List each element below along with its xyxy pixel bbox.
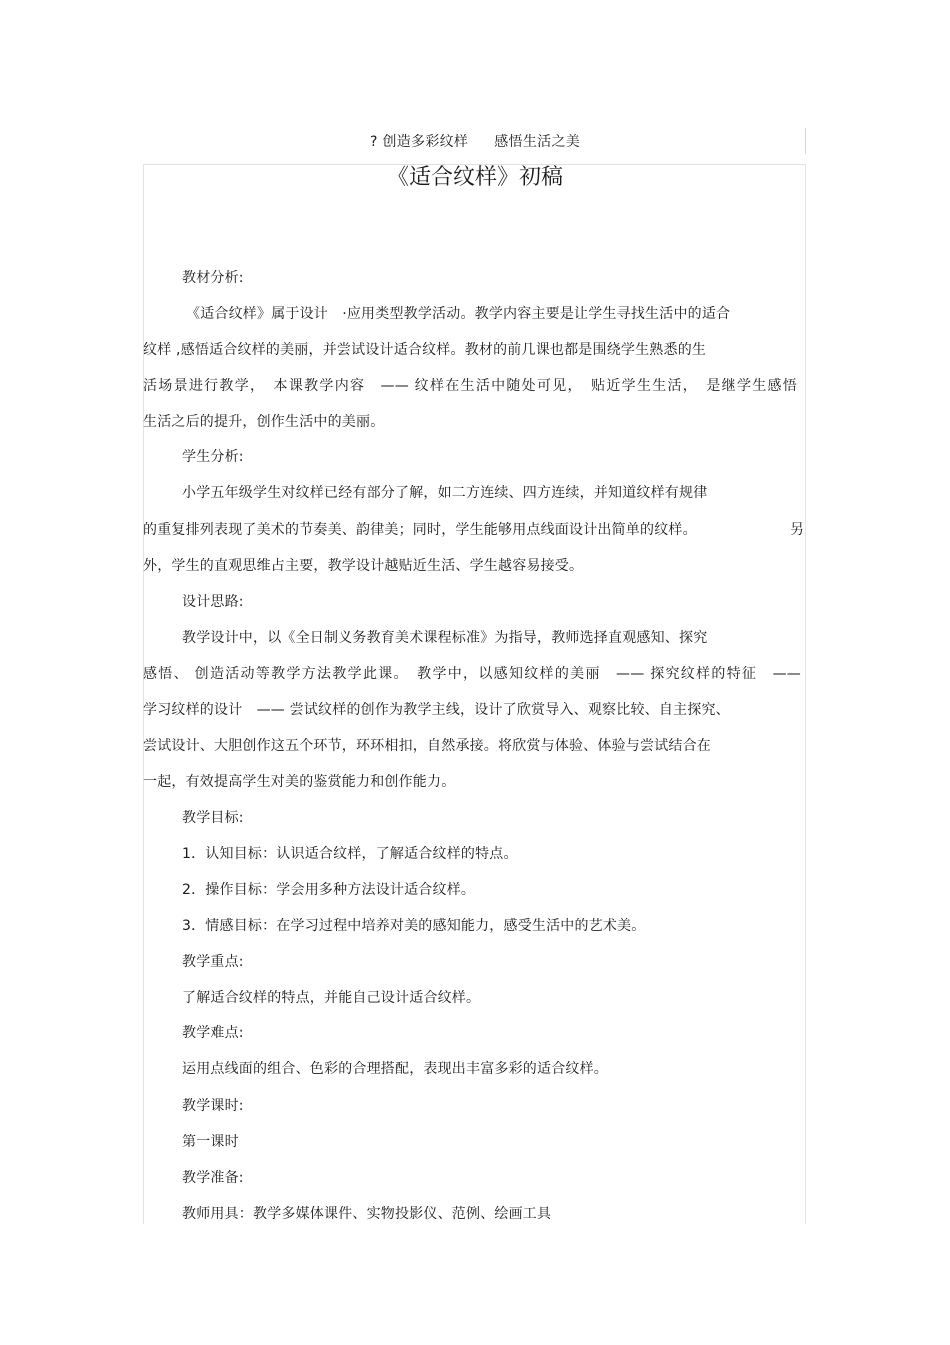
key-text: 了解适合纹样的特点，并能自己设计适合纹样。 [182,990,481,1006]
design-line-5: 一起，有效提高学生对美的鉴赏能力和创作能力。 [143,774,456,790]
material-line-4: 生活之后的提升，创作生活中的美丽。 [143,414,385,430]
section-heading-student: 学生分析: [182,449,244,465]
frame-left-border [143,164,144,1224]
material-line-1: 《适合纹样》属于设计 ·应用类型教学活动。教学内容主要是让学生寻找生活中的适合 [186,306,731,322]
design-line-4: 尝试设计、大胆创作这五个环节，环环相扣，自然承接。将欣赏与体验、体验与尝试结合在 [143,738,711,754]
document-title: 《适合纹样》初稿 [386,165,563,190]
hours-text: 第一课时 [182,1134,239,1150]
section-heading-goals: 教学目标: [182,810,244,826]
section-heading-design: 设计思路: [182,594,244,610]
student-line-1: 小学五年级学生对纹样已经有部分了解，如二方连续、四方连续，并知道纹样有规律 [182,485,708,501]
running-header [0,132,950,152]
goal-item-3: 3．情感目标：在学习过程中培养对美的感知能力，感受生活中的艺术美。 [182,918,646,934]
section-heading-hours: 教学课时: [182,1098,244,1114]
design-line-3: 学习纹样的设计 —— 尝试纹样的创作为教学主线，设计了欣赏导入、观察比较、自主探究、 [143,702,730,718]
prep-text: 教师用具：教学多媒体课件、实物投影仪、范例、绘画工具 [182,1206,552,1222]
design-line-1: 教学设计中，以《全日制义务教育美术课程标准》为指导，教师选择直观感知、探究 [182,630,708,646]
material-line-2: 纹样 ,感悟适合纹样的美丽，并尝试设计适合纹样。教材的前几课也都是围绕学生熟悉的生 [143,342,707,358]
difficulty-text: 运用点线面的组合、色彩的合理搭配，表现出丰富多彩的适合纹样。 [182,1061,608,1077]
section-heading-material: 教材分析: [182,270,244,286]
header-right-text: 感悟生活之美 [494,134,581,150]
header-left-text: 创造多彩纹样 [382,134,469,150]
student-line-2: 的重复排列表现了美术的节奏美、韵律美；同时，学生能够用点线面设计出简单的纹样。 [143,522,697,538]
section-heading-prep: 教学准备: [182,1170,244,1186]
student-line-3: 外，学生的直观思维占主要，教学设计越贴近生活、学生越容易接受。 [143,558,584,574]
goal-item-2: 2．操作目标：学会用多种方法设计适合纹样。 [182,882,476,898]
student-line-2-tail: 另 [790,522,805,538]
header-mark: ? [369,134,378,150]
goal-item-1: 1．认知目标：认识适合纹样，了解适合纹样的特点。 [182,846,518,862]
frame-right-border [805,164,806,1224]
section-heading-key: 教学重点: [182,954,244,970]
section-heading-difficulty: 教学难点: [182,1025,244,1041]
design-line-2: 感悟、 创造活动等教学方法教学此课。 教学中，以感知纹样的美丽 —— 探究纹样的特征 —— [143,666,801,682]
material-line-3: 活场景进行教学， 本课教学内容 —— 纹样在生活中随处可见， 贴近学生生活， 是继学生感悟 [143,378,797,394]
